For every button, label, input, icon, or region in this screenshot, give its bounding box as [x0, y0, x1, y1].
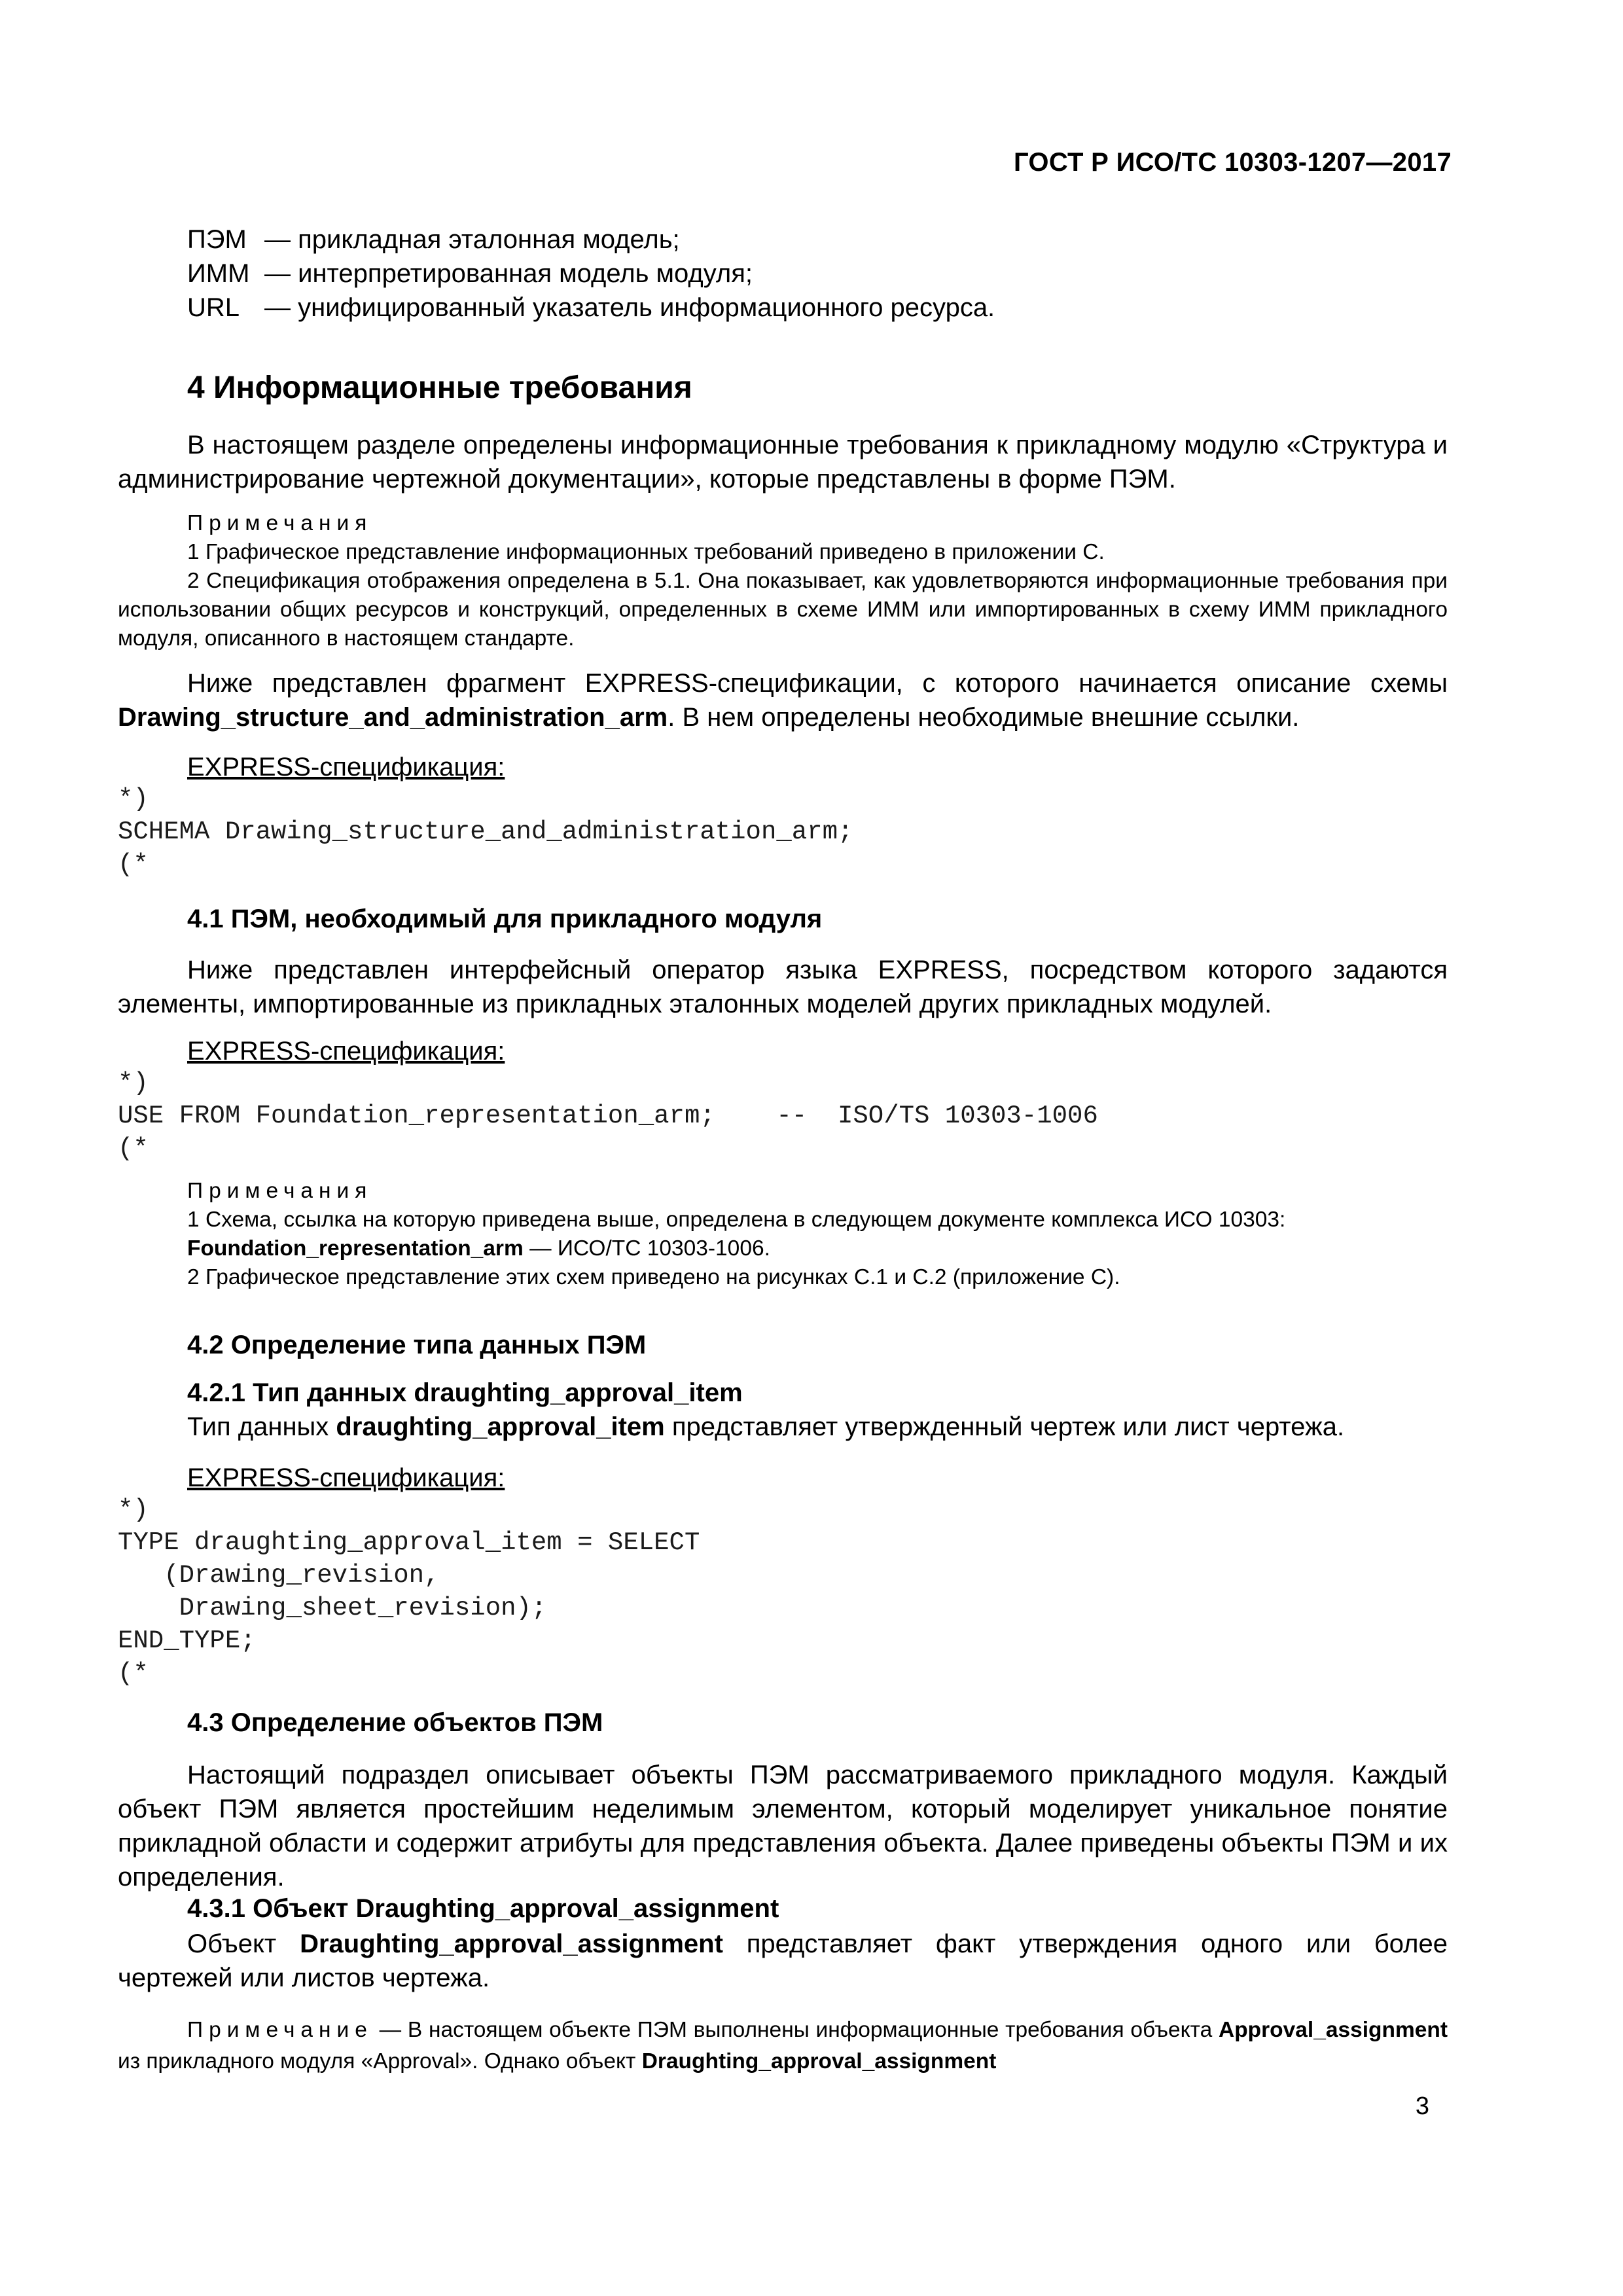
section-4-3-1-note: [118, 2015, 1448, 2077]
section-4-1-notes: [118, 1177, 1448, 1292]
schema-name: Drawing_structure_and_administration_arm: [118, 703, 668, 732]
abbreviation-term: URL: [187, 293, 240, 322]
notes-heading: Примечания: [187, 511, 373, 535]
page-number: 3: [1415, 2092, 1429, 2120]
note-2: 2 Спецификация отображения определена в 5.1. Она показывает, как удовлетворяются информационные требования при использовании общих ресурсов и конструкций, определенных в схеме ИММ или импортированных в схему ИММ прикладного модуля, описанного в настоящем стандарте.: [118, 569, 1448, 651]
abbreviation-definition: — интерпретированная модель модуля;: [264, 259, 753, 288]
section-4-1-text: Ниже представлен интерфейсный оператор языка EXPRESS, посредством которого задаются элементы, импортированные из прикладных эталонных моделей других прикладных модулей.: [118, 956, 1448, 1018]
section-4-1-heading: 4.1 ПЭМ, необходимый для прикладного модуля: [187, 905, 823, 933]
section-4-3-heading: 4.3 Определение объектов ПЭМ: [187, 1708, 603, 1737]
heading-text: 4.2.1 Тип данных: [187, 1378, 414, 1407]
heading-type-name: draughting_approval_item: [414, 1378, 743, 1407]
section-4-notes: [118, 509, 1448, 653]
note-2: 2 Графическое представление этих схем приведено на рисунках С.1 и С.2 (приложение С).: [187, 1265, 1120, 1289]
section-4-3-text: Настоящий подраздел описывает объекты ПЭМ рассматриваемого прикладного модуля. Каждый объект ПЭМ является простейшим неделимым элементом, который моделирует уникальное понятие прикладной области и содержит атрибуты для представления объекта. Далее приведены объекты ПЭМ и их определения.: [118, 1761, 1448, 1892]
section-4-2-1-heading: [187, 1378, 743, 1408]
text: Тип данных: [187, 1412, 336, 1441]
fragment-text-tail: . В нем определены необходимые внешние ссылки.: [668, 703, 1300, 732]
note-text: из прикладного модуля «Approval». Однако объект: [118, 2049, 642, 2073]
fragment-text: Ниже представлен фрагмент EXPRESS-спецификации, с которого начинается описание схемы: [187, 669, 1448, 698]
entity-name: Draughting_approval_assignment: [641, 2049, 997, 2073]
section-4-2-heading: 4.2 Определение типа данных ПЭМ: [187, 1331, 647, 1359]
express-code-block: *) SCHEMA Drawing_structure_and_administration_arm; (*: [118, 785, 853, 879]
express-spec-label: EXPRESS-спецификация:: [187, 1037, 505, 1066]
section-4-2-1-text: [187, 1410, 1344, 1444]
note-1-tail: — ИСО/ТС 10303-1006.: [523, 1236, 770, 1261]
note-1-continuation: [118, 1234, 1448, 1263]
abbreviation-term: ПЭМ: [187, 225, 247, 254]
document-code-header: ГОСТ Р ИСО/ТС 10303-1207—2017: [1013, 148, 1452, 177]
note-1: 1 Схема, ссылка на которую приведена выше, определена в следующем документе комплекса ИСО 10303:: [187, 1208, 1286, 1232]
notes-heading: Примечания: [187, 1179, 373, 1203]
note-1: 1 Графическое представление информационных требований приведено в приложении С.: [187, 540, 1105, 564]
section-4-3-1-text: [118, 1927, 1448, 1995]
abbreviations-list: [187, 223, 995, 325]
schema-name: Foundation_representation_arm: [187, 1236, 524, 1261]
text-tail: представляет утвержденный чертеж или лист чертежа.: [664, 1412, 1345, 1441]
express-spec-label: EXPRESS-спецификация:: [187, 753, 505, 781]
section-4-3-1-heading: 4.3.1 Объект Draughting_approval_assignment: [187, 1894, 779, 1923]
abbreviation-definition: — унифицированный указатель информационного ресурса.: [264, 293, 995, 322]
fragment-paragraph: [118, 666, 1448, 734]
text-tail: представляет факт утверждения одного или более чертежей или листов чертежа.: [118, 1929, 1448, 1992]
note-heading: Примечание: [187, 2018, 373, 2042]
express-spec-label: EXPRESS-спецификация:: [187, 1463, 505, 1492]
abbreviation-row: [187, 257, 995, 291]
abbreviation-term: ИММ: [187, 259, 250, 288]
express-code-block: *) USE FROM Foundation_representation_arm; -- ISO/TS 10303-1006 (*: [118, 1069, 1098, 1163]
entity-name: Draughting_approval_assignment: [300, 1929, 723, 1958]
abbreviation-row: [187, 223, 995, 257]
note-text: — В настоящем объекте ПЭМ выполнены информационные требования объекта: [372, 2018, 1219, 2042]
note-paragraph: [118, 2015, 1448, 2077]
text: Объект: [187, 1929, 300, 1958]
express-code-block: *) TYPE draughting_approval_item = SELECT (Drawing_revision, Drawing_sheet_revision); END_TYPE; (*: [118, 1496, 700, 1688]
abbreviation-definition: — прикладная эталонная модель;: [264, 225, 680, 254]
entity-name: Approval_assignment: [1219, 2018, 1448, 2042]
section-4-intro: В настоящем разделе определены информационные требования к прикладному модулю «Структура и администрирование чертежной документации», которые представлены в форме ПЭМ.: [118, 431, 1448, 493]
type-name: draughting_approval_item: [336, 1412, 665, 1441]
section-4-heading: 4 Информационные требования: [187, 370, 692, 405]
abbreviation-row: [187, 291, 995, 325]
